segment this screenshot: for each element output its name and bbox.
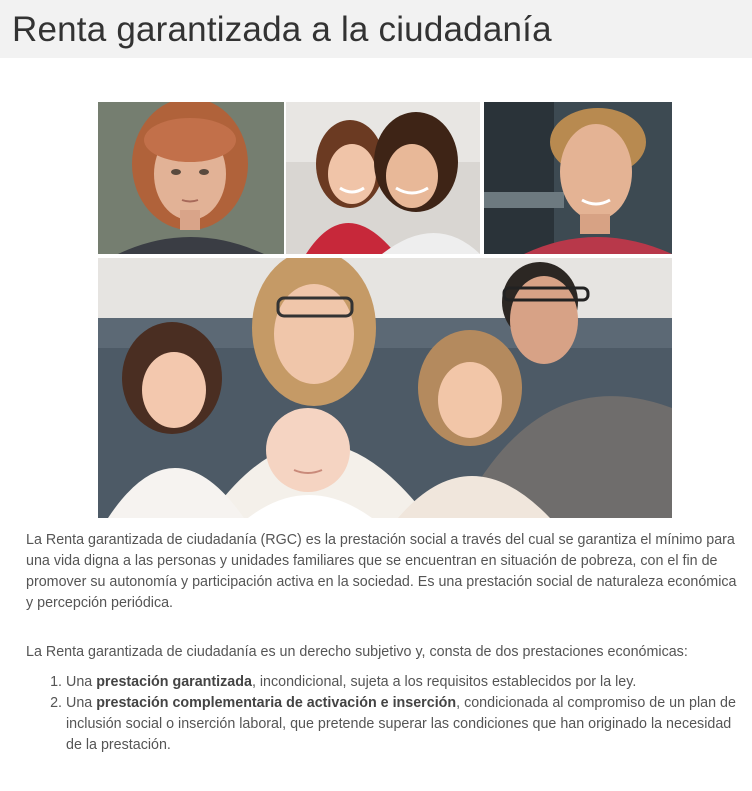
- list-item: [66, 693, 744, 756]
- right-statement-paragraph: La Renta garantizada de ciudadanía es un derecho subjetivo y, consta de dos prestaciones económicas:: [26, 644, 688, 660]
- page-title: Renta garantizada a la ciudadanía: [12, 9, 552, 49]
- list-item-bold: prestación garantizada: [96, 674, 252, 690]
- page-header: [0, 0, 752, 58]
- young-man-portrait-image: [484, 102, 672, 254]
- benefits-list: [26, 672, 744, 756]
- mother-daughter-hug-image: [286, 102, 480, 254]
- intro-paragraph: La Renta garantizada de ciudadanía (RGC) es la prestación social a través del cual se garantiza el mínimo para una vida digna a las personas y unidades familiares que se encuentran en situación de pobreza, con el fin de promover su autonomía y participación activa en la sociedad. Es una prestación social de naturaleza económica y percepción periódica.: [26, 532, 737, 611]
- article-content: [26, 530, 744, 756]
- list-item-prefix: Una: [66, 695, 97, 711]
- older-woman-portrait-image: [98, 102, 284, 254]
- list-item-prefix: Una: [66, 674, 97, 690]
- list-item-rest: , condicionada al compromiso de un plan de inclusión social o inserción laboral, que pretende superar las condiciones que han originado la necesidad de la prestación.: [66, 695, 736, 753]
- list-item-rest: , incondicional, sujeta a los requisitos establecidos por la ley.: [251, 674, 637, 690]
- list-item-bold: prestación complementaria de activación e inserción: [96, 695, 457, 711]
- photo-collage: [98, 102, 672, 518]
- family-on-sofa-image: [98, 258, 672, 518]
- list-item: [66, 672, 744, 693]
